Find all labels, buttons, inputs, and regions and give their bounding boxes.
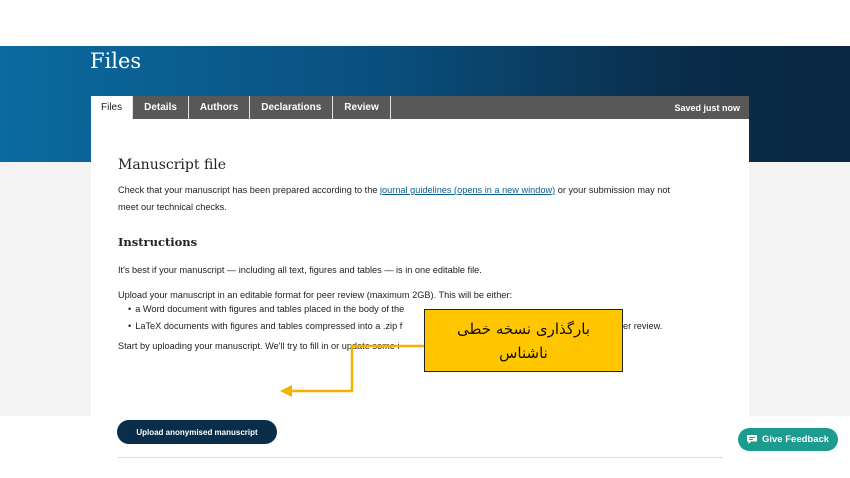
instructions-line3: Start by uploading your manuscript. We'll try to fill in or update some i bbox=[118, 341, 400, 351]
bullet-text: a Word document with figures and tables placed in the body of the bbox=[135, 304, 405, 314]
save-status: Saved just now bbox=[674, 102, 740, 113]
page-title: Files bbox=[90, 49, 142, 73]
intro-text-before: Check that your manuscript has been prepared according to the bbox=[118, 185, 380, 195]
list-item bbox=[128, 321, 402, 331]
give-feedback-label: Give Feedback bbox=[762, 434, 830, 445]
chat-bubble-icon bbox=[746, 434, 758, 445]
bullet-tail-text: er review. bbox=[623, 321, 663, 331]
annotation-callout: بارگذاری نسخه خطی ناشناس bbox=[424, 309, 623, 372]
instructions-line2: Upload your manuscript in an editable format for peer review (maximum 2GB). This will be either: bbox=[118, 290, 513, 300]
tab-authors[interactable]: Authors bbox=[189, 96, 250, 119]
tab-declarations[interactable]: Declarations bbox=[250, 96, 333, 119]
manuscript-intro bbox=[118, 182, 670, 199]
instructions-heading: Instructions bbox=[118, 235, 198, 249]
divider bbox=[118, 457, 723, 458]
instructions-line1: It's best if your manuscript — including all text, figures and tables — is in one editable file. bbox=[118, 265, 482, 275]
bullet-icon: • bbox=[128, 321, 132, 331]
tab-files[interactable]: Files bbox=[91, 96, 133, 119]
give-feedback-button[interactable] bbox=[738, 428, 838, 451]
bullet-icon: • bbox=[128, 304, 132, 314]
manuscript-intro-line2: meet our technical checks. bbox=[118, 202, 227, 212]
upload-anonymised-manuscript-button[interactable]: Upload anonymised manuscript bbox=[117, 420, 277, 444]
main-card bbox=[91, 119, 749, 437]
journal-guidelines-link[interactable]: journal guidelines (opens in a new window) bbox=[380, 185, 556, 195]
bullet-text: LaTeX documents with figures and tables compressed into a .zip f bbox=[135, 321, 403, 331]
tab-details[interactable]: Details bbox=[133, 96, 189, 119]
list-item bbox=[128, 304, 404, 314]
manuscript-heading: Manuscript file bbox=[118, 157, 227, 173]
tab-review[interactable]: Review bbox=[333, 96, 390, 119]
tab-bar bbox=[91, 96, 749, 119]
intro-text-after: or your submission may not bbox=[555, 185, 671, 195]
